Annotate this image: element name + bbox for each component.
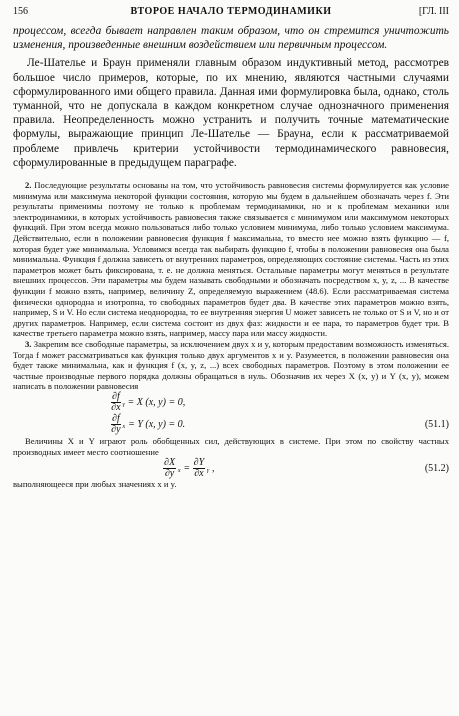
main-paragraph: Ле-Шателье и Браун применяли главным образом индуктивный метод, рассмотрев большое число примеров, которые, по их мнению, являются частными случаями сформулированного ими общего правила. Данная ими формулировка была, однако, столь туманной, что не допускала в каждом конкретном случае однозначного применения правила. Неопределенность можно устранить и получить точные математические формулы, выражающие принцип Ле-Шателье — Брауна, если к рассматриваемой проблеме привлечь критерии устойчивости термодинамического равновесия, сформулированные в предыдущем параграфе. — [13, 57, 449, 169]
after-equation-text: Величины X и Y играют роль обобщенных сил, действующих в системе. При этом по свойству частных производных имеет место соотношение — [13, 435, 449, 457]
equation-label-51-2: (51.2) — [424, 462, 449, 474]
equation-51-2: $\frac{\partial X}{\partial y}$ ₓ = $\frac{\partial Y}{\partial x}$ ᵧ , (51.2) — [164, 456, 449, 479]
running-title: ВТОРОЕ НАЧАЛО ТЕРМОДИНАМИКИ — [130, 6, 332, 17]
final-line: выполняющееся при любых значениях x и y. — [13, 479, 177, 490]
section-3: 3. Закрепим все свободные параметры, за исключением двух x и y, которым предоставим возможность изменяться. Тогда f может рассматриваться как функция только двух аргументов x и y. Разумеется, в положении равновесия она будет также минимальна, как и функция f (x, y, z, ...) всех свободных параметров. Поэтому в этом положении ее частные производные первого порядка должны обращаться в нуль. Обозначив их через X (x, y) и Y (x, y), можем написать в положении равновесия — [13, 338, 449, 392]
equation-label-51-1: (51.1) — [424, 419, 449, 431]
running-header — [13, 6, 449, 24]
section-2: 2. Последующие результаты основаны на том, что устойчивость равновесия системы формулируется как условие минимума или максимума некоторой функции состояния, которую мы будем в дальнейшем обозначать через f. Эти результаты применимы поэтому не только к проблемам термодинамики, но и к проблемам механики или электродинамики, в которых устойчивость равновесия также связывается с минимумом или максимумом некоторых функций. При этом всегда можно пользоваться либо только условием минимума, либо только условием максимума. Действительно, если в положении равновесия функция f максимальна, то вместо нее можно взять функцию — f, которая будет уже минимальна. Условимся всегда так выбирать функцию f, чтобы в положении равновесия она была минимальна. Функция f должна зависеть от внутренних параметров, определяющих состояние системы. Часть из этих параметров может быть фиксирована, т. е. не должна меняться. Остальные параметры могут меняться в результате внешних процессов. Эти параметры мы будем называть свободными и обозначать посредством x, y, z, ... В качестве функции f можно взять, например, величину Z, определяемую выражением (48.6). Если рассматриваемая система физически однородна и изотропна, то свободных параметров будет два. В качестве этих параметров можно взять, например, S и V. Но если система неоднородна, то ее внутренняя энергия U может зависеть не только от S и V, но и от других параметров. Например, если система состоит из двух фаз: жидкости и ее пара, то параметров будет три. В качестве третьего параметра можно взять, например, массу пара или массу жидкости. — [13, 180, 449, 339]
equation-51-1-a: $\frac{\partial f}{\partial x}$ ᵧ = X (x, y) = 0, — [111, 391, 186, 414]
equation-51-1-b: $\frac{\partial f}{\partial y}$ ₓ = Y (x, y) = 0. (51.1) — [111, 413, 449, 436]
intro-paragraph: процессом, всегда бывает направлен таким образом, что он стремится уничтожить изменения, произведенные внешним воздействием или первичным процессом. — [13, 25, 449, 52]
chapter-label: [ГЛ. III — [418, 6, 449, 17]
page-number: 156 — [13, 6, 28, 17]
